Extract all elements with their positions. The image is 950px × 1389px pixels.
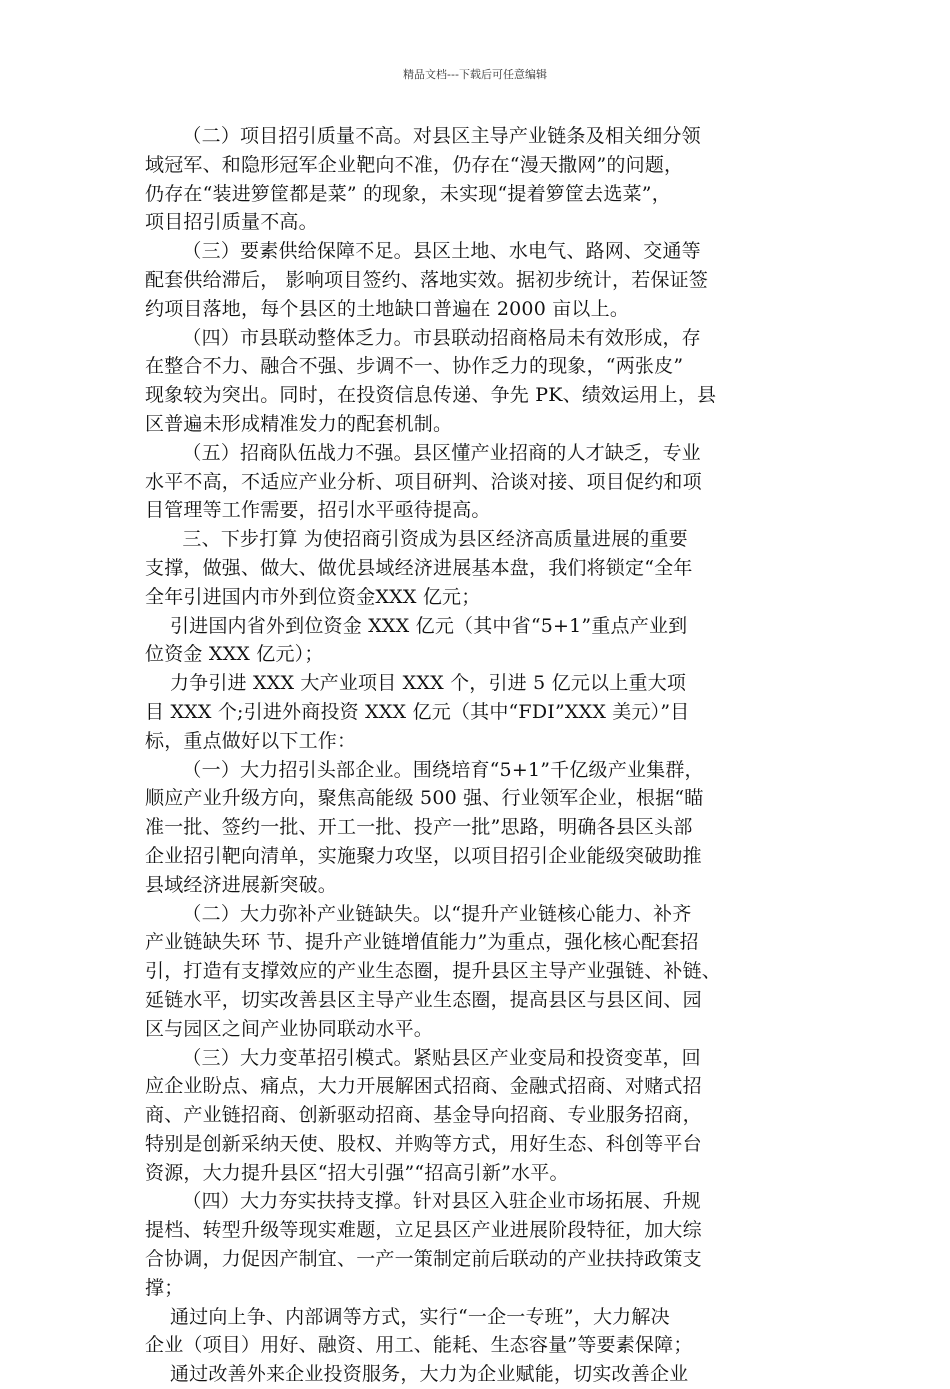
body-line: 支撑，做强、做大、做优县域经济进展基本盘，我们将锁定“全年 xyxy=(145,556,693,579)
body-line: （三）大力变革招引模式。紧贴县区产业变局和投资变革，回 xyxy=(145,1046,701,1069)
body-line: （四）大力夯实扶持支撑。针对县区入驻企业市场拓展、升规 xyxy=(145,1190,701,1213)
body-line: 项目招引质量不高。 xyxy=(145,211,318,234)
body-line: 标，重点做好以下工作： xyxy=(145,729,357,752)
body-line: 企业（项目）用好、融资、用工、能耗、生态容量”等要素保障； xyxy=(145,1334,693,1357)
body-line: 现象较为突出。同时，在投资信息传递、争先 PK、绩效运用上，县 xyxy=(145,384,717,407)
body-line: 水平不高，不适应产业分析、项目研判、洽谈对接、项目促约和项 xyxy=(145,470,702,493)
body-line: （四）市县联动整体乏力。市县联动招商格局未有效形成，存 xyxy=(145,326,701,349)
body-line: 延链水平，切实改善县区主导产业生态圈，提高县区与县区间、园 xyxy=(145,988,702,1011)
body-line: 通过向上争、内部调等方式，实行“一企一专班”，大力解决 xyxy=(145,1305,670,1328)
body-line: 县域经济进展新突破。 xyxy=(145,873,338,896)
body-line: 配套供给滞后， 影响项目签约、落地实效。据初步统计，若保证签 xyxy=(145,268,709,291)
body-line: 提档、转型升级等现实难题，立足县区产业进展阶段特征，加大综 xyxy=(145,1219,702,1242)
body-line: 区与园区之间产业协同联动水平。 xyxy=(145,1017,434,1040)
document-body xyxy=(145,122,809,1389)
body-line: 位资金 XXX 亿元）； xyxy=(145,643,324,666)
body-line: （二）项目招引质量不高。对县区主导产业链条及相关细分领 xyxy=(145,125,701,147)
page-header: 精品文档---下载后可任意编辑 xyxy=(403,68,547,81)
body-line: 三、下步打算 为使招商引资成为县区经济高质量进展的重要 xyxy=(145,528,688,551)
body-line: 在整合不力、融合不强、步调不一、协作乏力的现象，“两张皮” xyxy=(145,355,684,378)
body-line: （五）招商队伍战力不强。县区懂产业招商的人才缺乏，专业 xyxy=(145,441,701,464)
body-line: 力争引进 XXX 大产业项目 XXX 个，引进 5 亿元以上重大项 xyxy=(145,672,687,695)
body-line: 域冠军、和隐形冠军企业靶向不准，仍存在“漫天撒网”的问题， xyxy=(145,153,684,176)
body-line: 应企业盼点、痛点，大力开展解困式招商、金融式招商、对赌式招 xyxy=(145,1075,702,1098)
body-line: 合协调，力促因产制宜、一产一策制定前后联动的产业扶持政策支 xyxy=(145,1248,702,1271)
body-line: 仍存在“装进箩筐都是菜” 的现象，未实现“提着箩筐去选菜”， xyxy=(145,182,671,205)
body-line: （二）大力弥补产业链缺失。以“提升产业链核心能力、补齐 xyxy=(145,902,692,925)
body-line: 商、产业链招商、创新驱动招商、基金导向招商、专业服务招商， xyxy=(145,1104,702,1127)
body-line: 约项目落地，每个县区的土地缺口普遍在 2000 亩以上。 xyxy=(145,297,630,320)
body-line: 特别是创新采纳天使、股权、并购等方式，用好生态、科创等平台 xyxy=(145,1132,702,1155)
body-line: 撑； xyxy=(145,1276,184,1299)
body-line: 目管理等工作需要，招引水平亟待提高。 xyxy=(145,499,491,522)
body-line: 产业链缺失环 节、提升产业链增值能力”为重点，强化核心配套招 xyxy=(145,931,699,954)
body-line: 顺应产业升级方向，聚焦高能级 500 强、行业领军企业，根据“瞄 xyxy=(145,787,704,810)
body-line: 区普遍未形成精准发力的配套机制。 xyxy=(145,412,453,435)
body-line: 引进国内省外到位资金 XXX 亿元（其中省“5+1”重点产业到 xyxy=(145,614,688,637)
body-line: 通过改善外来企业投资服务，大力为企业赋能，切实改善企业 xyxy=(145,1363,689,1386)
body-line: 企业招引靶向清单，实施聚力攻坚，以项目招引企业能级突破助推 xyxy=(145,844,702,867)
body-line: 目 XXX 个;引进外商投资 XXX 亿元（其中“FDI”XXX 美元）”目 xyxy=(145,700,690,723)
body-line: 引，打造有支撑效应的产业生态圈，提升县区主导产业强链、补链、 xyxy=(145,960,722,983)
body-line: 全年引进国内市外到位资金XXX 亿元； xyxy=(145,585,481,608)
body-line: （一）大力招引头部企业。围绕培育“5+1”千亿级产业集群， xyxy=(145,758,704,781)
body-line: （三）要素供给保障不足。县区土地、水电气、路网、交通等 xyxy=(145,240,701,263)
body-line: 资源，大力提升县区“招大引强”“招高引新”水平。 xyxy=(145,1161,569,1184)
body-line: 准一批、签约一批、开工一批、投产一批”思路，明确各县区头部 xyxy=(145,816,693,839)
